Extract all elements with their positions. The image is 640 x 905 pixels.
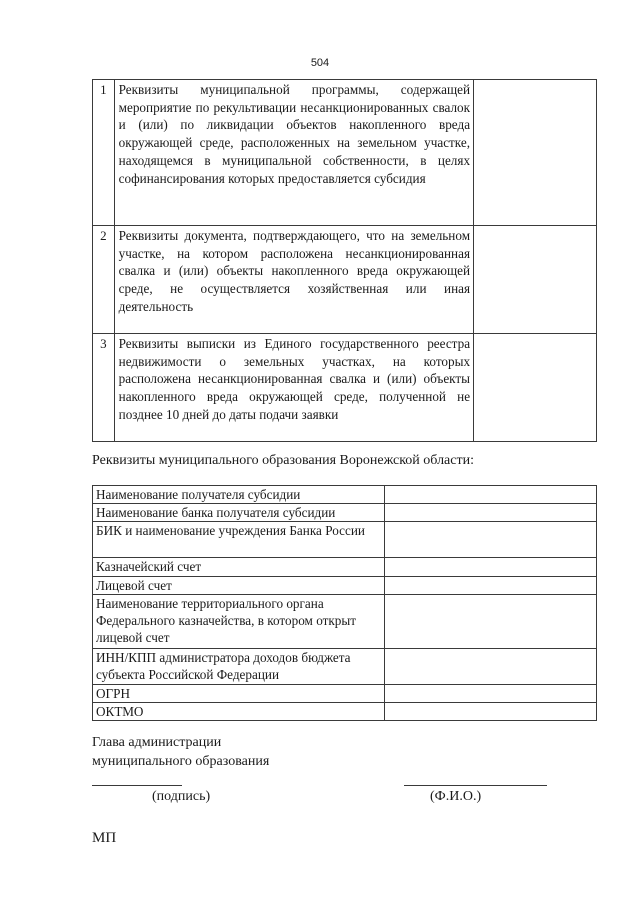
page-number: 504 xyxy=(310,57,330,69)
field-value[interactable] xyxy=(385,703,597,721)
table-row xyxy=(93,226,597,334)
table-row xyxy=(93,486,597,504)
field-label: Наименование банка получателя субсидии xyxy=(93,504,385,522)
table-row xyxy=(93,594,597,648)
table-row xyxy=(93,576,597,594)
field-value[interactable] xyxy=(385,594,597,648)
requisite-value-cell[interactable] xyxy=(474,334,597,442)
field-label: ОГРН xyxy=(93,684,385,702)
field-value[interactable] xyxy=(385,486,597,504)
table-row xyxy=(93,522,597,558)
field-label: Наименование территориального органа Федерального казначейства, в котором открыт лицевой счет xyxy=(93,594,385,648)
field-value[interactable] xyxy=(385,684,597,702)
table-row xyxy=(93,703,597,721)
stamp-place-mark: МП xyxy=(92,830,117,846)
municipality-details-heading: Реквизиты муниципального образования Воронежской области: xyxy=(92,453,474,468)
field-label: Казначейский счет xyxy=(93,558,385,576)
requisite-value-cell[interactable] xyxy=(474,80,597,226)
table-row xyxy=(93,648,597,684)
row-number: 1 xyxy=(93,80,115,226)
field-label: Лицевой счет xyxy=(93,576,385,594)
table-row xyxy=(93,80,597,226)
field-value[interactable] xyxy=(385,558,597,576)
row-number: 2 xyxy=(93,226,115,334)
table-row xyxy=(93,558,597,576)
requisite-label: Реквизиты муниципальной программы, содержащей мероприятие по рекультивации несанкционированных свалок и (или) по ликвидации объектов накопленного вреда окружающей среде, расположенных на земельном участке, находящемся в муниципальной собственности, в целях софинансирования которых предоставляется субсидия xyxy=(114,80,473,226)
field-value[interactable] xyxy=(385,522,597,558)
requisite-value-cell[interactable] xyxy=(474,226,597,334)
field-label: ИНН/КПП администратора доходов бюджета субъекта Российской Федерации xyxy=(93,648,385,684)
field-value[interactable] xyxy=(385,504,597,522)
field-value[interactable] xyxy=(385,576,597,594)
signature-line[interactable] xyxy=(92,785,182,786)
requisite-label: Реквизиты документа, подтверждающего, что на земельном участке, на котором расположена несанкционированная свалка и (или) объекты накопленного вреда окружающей среде, не осуществляется хозяйственная или иная деятельность xyxy=(114,226,473,334)
signatory-title-line1: Глава администрации xyxy=(92,735,222,750)
full-name-caption: (Ф.И.О.) xyxy=(430,789,482,804)
table-row xyxy=(93,334,597,442)
requisites-table xyxy=(92,79,597,442)
field-label: БИК и наименование учреждения Банка России xyxy=(93,522,385,558)
field-value[interactable] xyxy=(385,648,597,684)
field-label: ОКТМО xyxy=(93,703,385,721)
requisite-label: Реквизиты выписки из Единого государственного реестра недвижимости о земельных участках, на которых расположена несанкционированная свалка и (или) объекты накопленного вреда окружающей среде, полученной не позднее 10 дней до даты подачи заявки xyxy=(114,334,473,442)
signatory-title-line2: муниципального образования xyxy=(92,754,270,769)
full-name-line[interactable] xyxy=(404,785,547,786)
table-row xyxy=(93,684,597,702)
signature-caption: (подпись) xyxy=(152,789,211,804)
municipality-details-table xyxy=(92,485,597,721)
row-number: 3 xyxy=(93,334,115,442)
field-label: Наименование получателя субсидии xyxy=(93,486,385,504)
table-row xyxy=(93,504,597,522)
